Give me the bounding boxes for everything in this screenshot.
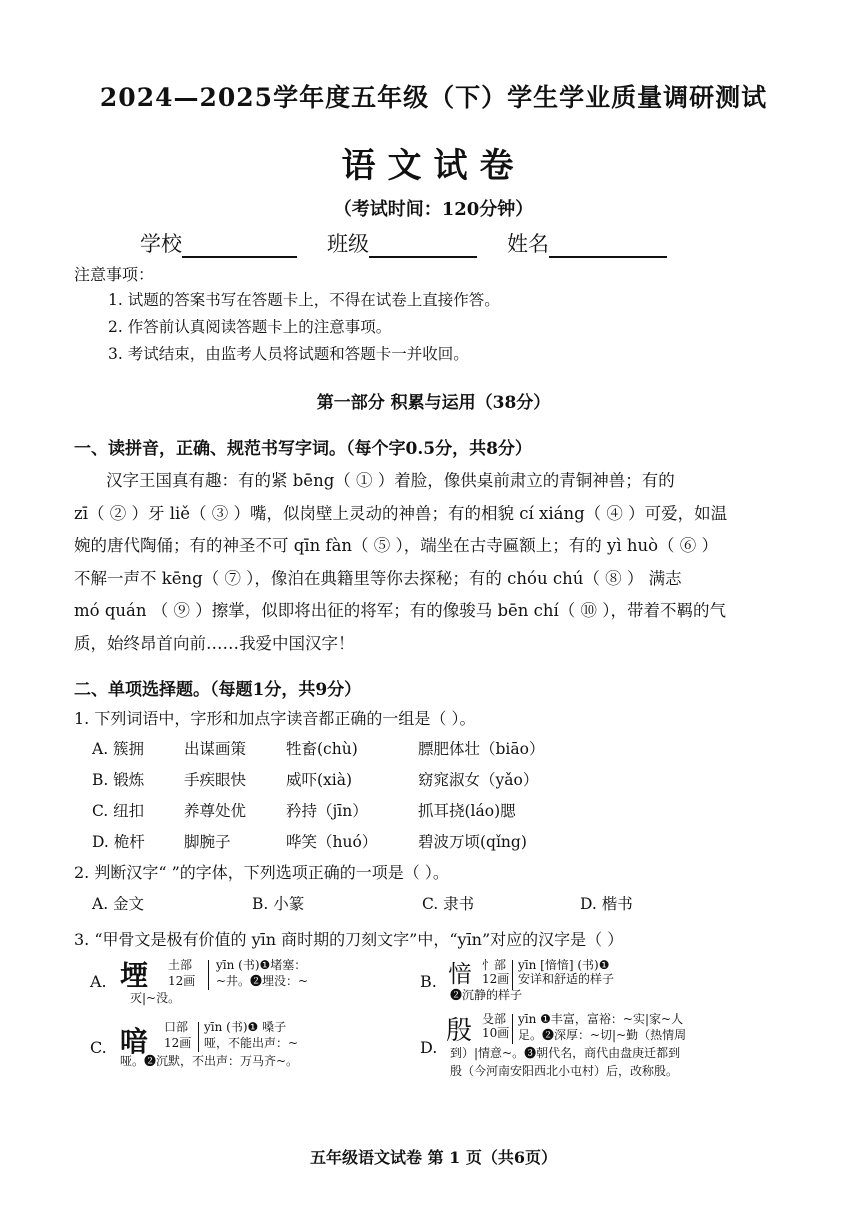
dict-divider xyxy=(208,960,209,990)
dict-strokes: 12画 xyxy=(482,972,510,986)
q2-option-a[interactable]: A. 金文 xyxy=(92,895,145,913)
dict-definition: yīn (书)❶堵塞： xyxy=(216,958,307,972)
option-cell: 手疾眼快 xyxy=(184,771,247,789)
option-cell: D. 桅杆 xyxy=(92,833,145,851)
notes-heading: 注意事项： xyxy=(74,265,155,284)
dict-divider xyxy=(512,1014,513,1044)
dict-definition: 安详和舒适的样子 xyxy=(518,972,615,986)
dict-definition: 哑，不能出声：~ xyxy=(204,1036,299,1050)
class-label: 班级 xyxy=(327,232,369,256)
q2-option-c[interactable]: C. 隶书 xyxy=(422,895,475,913)
dict-radical: 土部 xyxy=(168,958,193,972)
subject-title: 语文试卷 xyxy=(341,146,526,186)
q2-option-d[interactable]: D. 楷书 xyxy=(580,895,633,913)
dict-definition: 殷（今河南安阳西北小屯村）后，改称殷。 xyxy=(450,1064,679,1078)
dict-definition: 哑。❷沉默，不出声：万马齐~。 xyxy=(120,1054,299,1068)
q3-stem: 3. “甲骨文是极有价值的 yīn 商时期的刀刻文字”中，“yīn”对应的汉字是（ ） xyxy=(74,930,624,949)
dict-definition: yīn (书)❶ 嗓子 xyxy=(204,1020,287,1034)
part1-title: 第一部分 积累与运用（38分） xyxy=(316,393,551,413)
option-cell: A. 簇拥 xyxy=(92,740,145,758)
dict-definition: 到）|情意~。❸朝代名，商代由盘庚迁都到 xyxy=(450,1046,681,1060)
exam-title: 2024—2025学年度五年级（下）学生学业质量调研测试 xyxy=(99,83,768,112)
dict-strokes: 10画 xyxy=(482,1026,510,1040)
dict-definition: 足。❷深厚：~切|~勤（热情周 xyxy=(518,1028,687,1042)
dict-definition: ❷沉静的样子 xyxy=(450,988,523,1002)
school-field[interactable] xyxy=(140,228,297,258)
class-blank[interactable] xyxy=(369,236,477,258)
school-blank[interactable] xyxy=(182,236,297,258)
dict-divider xyxy=(198,1022,199,1052)
option-cell: C. 纽扣 xyxy=(92,802,145,820)
name-label: 姓名 xyxy=(507,232,549,256)
option-cell: 膘肥体壮（biāo） xyxy=(418,740,545,758)
dict-character: 堙 xyxy=(120,959,149,992)
option-label: B. xyxy=(420,972,437,991)
dict-divider xyxy=(512,960,513,990)
q2-option-b[interactable]: B. 小篆 xyxy=(252,895,305,913)
option-cell: 养尊处优 xyxy=(184,802,247,820)
section2-title: 二、单项选择题。（每题1分，共9分） xyxy=(74,680,362,700)
dict-definition: 灭|~没。 xyxy=(130,991,181,1005)
dict-character: 愔 xyxy=(448,960,472,988)
option-cell: 牲畜(chù) xyxy=(286,740,358,758)
school-label: 学校 xyxy=(140,232,182,256)
dict-strokes: 12画 xyxy=(164,1036,192,1050)
option-label: D. xyxy=(420,1038,438,1057)
pinyin-passage xyxy=(74,465,764,660)
dict-character: 殷 xyxy=(446,1016,473,1046)
passage-line: 汉字王国真有趣：有的紧 bēng（ ① ）着脸，像供桌前肃立的青铜神兽；有的 xyxy=(106,471,675,490)
option-cell: 威吓(xià) xyxy=(286,771,353,789)
passage-line: zī（ ② ）牙 liě（ ③ ）嘴，似岗壁上灵动的神兽；有的相貌 cí xiáng（ ④ ）可爱，如温 xyxy=(74,503,728,523)
passage-line: 婉的唐代陶俑；有的神圣不可 qīn fàn（ ⑤ ），端坐在古寺匾额上；有的 yì huò（ ⑥ ） xyxy=(74,536,719,555)
option-label: C. xyxy=(90,1038,107,1057)
dict-character: 喑 xyxy=(120,1025,149,1058)
option-cell: 哗笑（huó） xyxy=(286,833,378,851)
option-cell: 抓耳挠(láo)腮 xyxy=(418,802,516,820)
passage-line: 不解一声不 kēng（ ⑦ ），像泊在典籍里等你去探秘；有的 chóu chú（ ⑧ ） 满志 xyxy=(74,568,682,588)
passage-line: 质，始终昂首向前……我爱中国汉字！ xyxy=(74,633,355,653)
dict-radical: 殳部 xyxy=(482,1012,507,1026)
class-field[interactable] xyxy=(327,228,477,258)
name-blank[interactable] xyxy=(549,236,667,258)
note-item: 3. 考试结束，由监考人员将试题和答题卡一并收回。 xyxy=(108,345,469,363)
dict-definition: ~井。❷埋没：~ xyxy=(216,974,309,988)
q2-stem: 2. 判断汉字“ ”的字体，下列选项正确的一项是（ ）。 xyxy=(74,863,449,882)
name-field[interactable] xyxy=(507,228,667,258)
dict-radical: 忄部 xyxy=(482,958,507,972)
note-item: 1. 试题的答案书写在答题卡上，不得在试卷上直接作答。 xyxy=(108,291,500,309)
option-label: A. xyxy=(90,972,107,991)
option-cell: 脚腕子 xyxy=(184,833,231,851)
exam-time: （考试时间：120分钟） xyxy=(333,199,534,220)
option-cell: 窈窕淑女（yǎo） xyxy=(418,771,539,789)
option-cell: 出谋画策 xyxy=(184,740,247,758)
dict-radical: 口部 xyxy=(164,1020,189,1034)
dict-definition: yīn ❶丰富，富裕：~实|家~人 xyxy=(518,1012,684,1026)
note-item: 2. 作答前认真阅读答题卡上的注意事项。 xyxy=(108,318,392,336)
q1-stem: 1. 下列词语中，字形和加点字读音都正确的一组是（ ）。 xyxy=(74,709,476,728)
page-footer: 五年级语文试卷 第 1 页（共6页） xyxy=(310,1148,557,1167)
dict-strokes: 12画 xyxy=(168,974,196,988)
option-cell: 矜持（jīn） xyxy=(286,802,368,820)
section1-title: 一、读拼音，正确、规范书写字词。（每个字0.5分，共8分） xyxy=(74,439,532,459)
passage-line: mó quán （ ⑨ ）擦掌，似即将出征的将军；有的像骏马 bēn chí（ ⑩ ），带着不羁的气 xyxy=(74,601,727,620)
option-cell: 碧波万顷(qǐng) xyxy=(418,833,527,851)
student-info-row xyxy=(140,228,667,258)
option-cell: B. 锻炼 xyxy=(92,771,145,789)
dict-definition: yīn [愔愔] (书)❶ xyxy=(518,958,610,972)
